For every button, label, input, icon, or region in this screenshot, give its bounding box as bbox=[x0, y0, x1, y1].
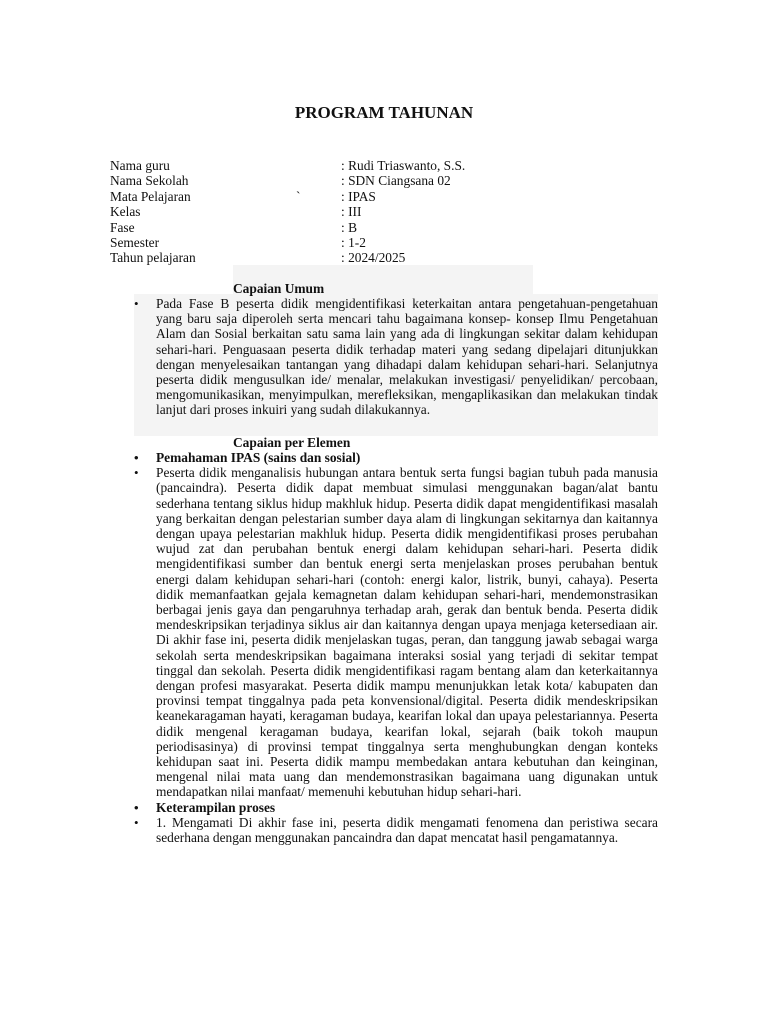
info-value: : III bbox=[341, 204, 362, 220]
subheading-pemahaman-ipas: Pemahaman IPAS (sains dan sosial) bbox=[156, 450, 361, 465]
capaian-umum-text: Pada Fase B peserta didik mengidentifikasi keterkaitan antara pengetahuan-pengetahuan yang baru saja diperoleh serta mencari tahu bagaimana konsep- konsep Ilmu Pengetahuan Alam dan Sosial berkaitan satu sama lain yang ada di lingkungan sekitar dalam kehidupan sehari-hari. Penguasaan peserta didik terhadap materi yang sedang dipelajari ditunjukkan dengan menyelesaikan tantangan yang dihadapi dalam kehidupan sehari-hari. Selanjutnya peserta didik mengusulkan ide/ menalar, melakukan investigasi/ penyelidikan/ percobaan, mengomunikasikan, menyimpulkan, merefleksikan, mengaplikasikan dan melakukan tindak lanjut dari proses inkuiri yang sudah dilakukannya. bbox=[156, 296, 658, 418]
list-item bbox=[110, 800, 658, 815]
bullet-icon: • bbox=[134, 799, 139, 815]
info-row-tahun-pelajaran bbox=[110, 250, 510, 265]
info-label: Semester bbox=[110, 234, 160, 250]
capaian-umum-heading: Capaian Umum bbox=[233, 281, 325, 296]
page-title: PROGRAM TAHUNAN bbox=[294, 103, 474, 122]
info-row-fase bbox=[110, 220, 510, 235]
info-row-nama-sekolah bbox=[110, 173, 510, 188]
bullet-icon: • bbox=[134, 814, 139, 830]
capaian-elemen-heading: Capaian per Elemen bbox=[233, 435, 351, 450]
info-value: : Rudi Triaswanto, S.S. bbox=[341, 158, 466, 173]
bullet-icon: • bbox=[134, 450, 139, 465]
info-value: : 2024/2025 bbox=[341, 250, 406, 266]
stray-mark: ` bbox=[296, 188, 301, 204]
info-value: : IPAS bbox=[341, 188, 376, 204]
info-label: Tahun pelajaran bbox=[110, 250, 196, 266]
info-value: : 1-2 bbox=[341, 234, 366, 250]
capaian-umum-section bbox=[110, 296, 658, 418]
info-label: Kelas bbox=[110, 204, 141, 220]
list-item bbox=[110, 296, 658, 418]
info-table bbox=[110, 158, 510, 266]
bullet-icon: • bbox=[134, 465, 139, 481]
info-row-semester bbox=[110, 235, 510, 250]
info-label: Fase bbox=[110, 219, 135, 235]
info-value: : B bbox=[341, 219, 357, 235]
info-label: Nama guru bbox=[110, 158, 170, 173]
info-label: Nama Sekolah bbox=[110, 173, 189, 189]
list-item bbox=[110, 815, 658, 845]
info-value: : SDN Ciangsana 02 bbox=[341, 173, 451, 189]
bullet-icon: • bbox=[134, 296, 139, 311]
keterampilan-proses-text: 1. Mengamati Di akhir fase ini, peserta didik mengamati fenomena dan peristiwa secara sederhana dengan menggunakan pancaindra dan dapat mencatat hasil pengamatannya. bbox=[156, 814, 658, 846]
pemahaman-ipas-text: Peserta didik menganalisis hubungan antara bentuk serta fungsi bagian tubuh pada manusia (pancaindra). Peserta didik dapat membuat simulasi menggunakan bagan/alat bantu sederhana tentang siklus hidup makhluk hidup. Peserta didik dapat mengidentifikasi masalah yang berkaitan dengan pelestarian sumber daya alam di lingkungan sekitarnya dan kaitannya dengan upaya pelestarian makhluk hidup. Peserta didik mengidentifikasi proses perubahan wujud zat dan perubahan bentuk energi dalam kehidupan sehari-hari. Peserta didik mengidentifikasi sumber dan bentuk energi serta menjelaskan proses perubahan bentuk energi dalam kehidupan sehari-hari (contoh: energi kalor, listrik, bunyi, cahaya). Peserta didik memanfaatkan gejala kemagnetan dalam kehidupan sehari-hari, mendemonstrasikan berbagai jenis gaya dan pengaruhnya terhadap arah, gerak dan bentuk benda. Peserta didik mendeskripsikan terjadinya siklus air dan kaitannya dengan upaya menjaga ketersediaan air. Di akhir fase ini, peserta didik menjelaskan tugas, peran, dan tanggung jawab sebagai warga sekolah serta mendeskripsikan bagaimana interaksi sosial yang terjadi di sekitar tempat tinggal dan sekolah. Peserta didik mengidentifikasi ragam bentang alam dan keterkaitannya dengan profesi masyarakat. Peserta didik mampu menunjukkan letak kota/ kabupaten dan provinsi tempat tinggalnya pada peta konvensional/digital. Peserta didik mendeskripsikan keanekaragaman hayati, keragaman budaya, kearifan lokal dan upaya pelestariannya. Peserta didik mengenal keragaman budaya, kearifan lokal, sejarah (baik tokoh maupun periodisasinya) di provinsi tempat tinggalnya serta menghubungkan dengan konteks kehidupan saat ini. Peserta didik mampu membedakan antara kebutuhan dan keinginan, mengenal nilai mata uang dan mendemonstrasikan bagaimana uang digunakan untuk mendapatkan nilai manfaat/ memenuhi kebutuhan hidup sehari-hari. bbox=[156, 465, 658, 800]
info-label: Mata Pelajaran bbox=[110, 188, 191, 204]
list-item bbox=[110, 450, 658, 465]
subheading-keterampilan-proses: Keterampilan proses bbox=[156, 799, 276, 815]
info-row-kelas bbox=[110, 204, 510, 219]
info-row-mata-pelajaran bbox=[110, 189, 510, 204]
list-item bbox=[110, 465, 658, 799]
info-row-nama-guru bbox=[110, 158, 510, 173]
capaian-elemen-section bbox=[110, 450, 658, 845]
